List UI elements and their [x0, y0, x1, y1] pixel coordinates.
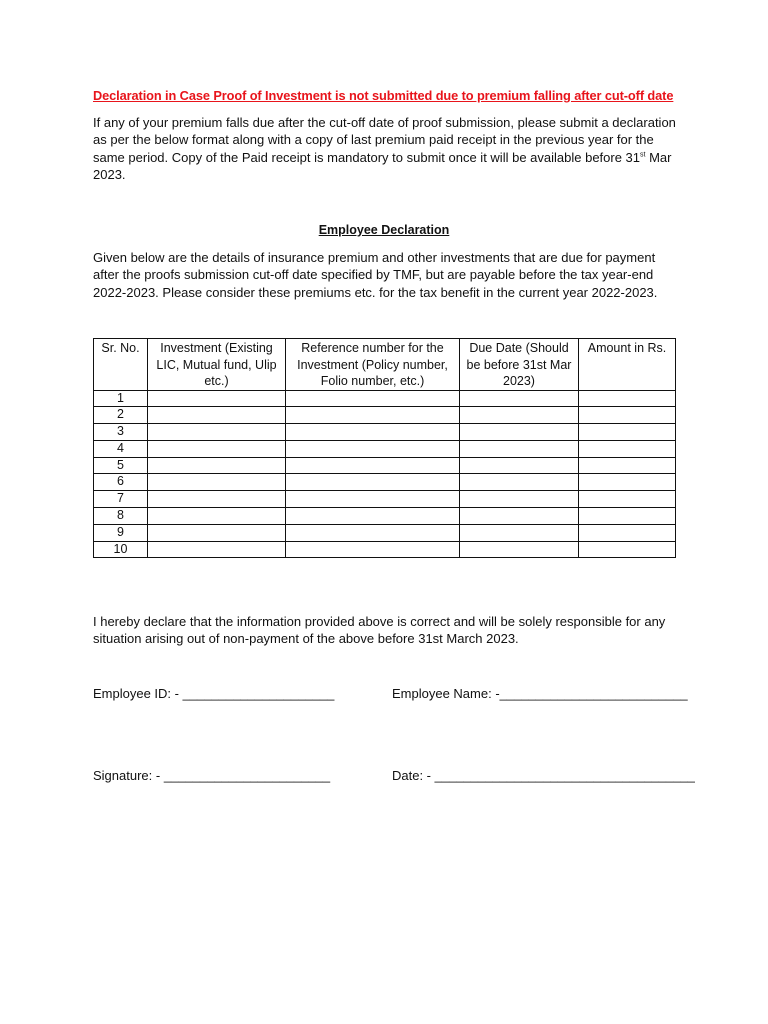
- reference-cell[interactable]: [286, 407, 460, 424]
- reference-cell[interactable]: [286, 541, 460, 558]
- reference-cell[interactable]: [286, 474, 460, 491]
- due-date-cell[interactable]: [460, 474, 579, 491]
- due-date-cell[interactable]: [460, 407, 579, 424]
- due-date-cell[interactable]: [460, 524, 579, 541]
- declaration-paragraph: Given below are the details of insurance premium and other investments that are due for payment after the proofs submission cut-off date specified by TMF, but are payable before the tax year-end 2022-2023. Please consider these premiums etc. for the tax benefit in the current year 2022-2023.: [93, 250, 658, 300]
- header-sr-no: Sr. No.: [94, 339, 148, 391]
- due-date-cell[interactable]: [460, 390, 579, 407]
- investment-cell[interactable]: [148, 390, 286, 407]
- table-row: [94, 491, 676, 508]
- investment-cell[interactable]: [148, 457, 286, 474]
- reference-cell[interactable]: [286, 440, 460, 457]
- amount-cell[interactable]: [579, 457, 676, 474]
- intro-text: If any of your premium falls due after the cut-off date of proof submission, please submit a declaration as per the below format along with a copy of last premium paid receipt in the previous year for the same period. Copy of the Paid receipt is mandatory to submit once it will be available before 31: [93, 115, 676, 165]
- reference-cell[interactable]: [286, 457, 460, 474]
- sr-no-cell: 4: [94, 440, 148, 457]
- table-row: [94, 508, 676, 525]
- sr-no-cell: 7: [94, 491, 148, 508]
- investment-table: [93, 338, 676, 558]
- reference-cell[interactable]: [286, 491, 460, 508]
- amount-cell[interactable]: [579, 440, 676, 457]
- table-row: [94, 390, 676, 407]
- due-date-cell[interactable]: [460, 541, 579, 558]
- employee-id-field[interactable]: Employee ID: - _____________________: [93, 686, 335, 701]
- investment-cell[interactable]: [148, 491, 286, 508]
- sr-no-cell: 8: [94, 508, 148, 525]
- reference-cell[interactable]: [286, 390, 460, 407]
- investment-cell[interactable]: [148, 508, 286, 525]
- section-title: Employee Declaration: [318, 223, 450, 237]
- closing-statement: I hereby declare that the information provided above is correct and will be solely responsible for any situation arising out of non-payment of the above before 31st March 2023.: [93, 614, 666, 647]
- table-row: [94, 407, 676, 424]
- due-date-cell[interactable]: [460, 491, 579, 508]
- signature-field[interactable]: Signature: - _______________________: [93, 768, 331, 783]
- ordinal-suffix: st: [640, 151, 646, 159]
- sr-no-cell: 3: [94, 424, 148, 441]
- reference-cell[interactable]: [286, 524, 460, 541]
- sr-no-cell: 5: [94, 457, 148, 474]
- table-row: [94, 440, 676, 457]
- date-field[interactable]: Date: - ____________________________________: [392, 768, 695, 783]
- header-amount: Amount in Rs.: [579, 339, 676, 391]
- amount-cell[interactable]: [579, 474, 676, 491]
- sr-no-cell: 1: [94, 390, 148, 407]
- due-date-cell[interactable]: [460, 424, 579, 441]
- intro-text-end: Mar 2023.: [93, 149, 672, 182]
- investment-cell[interactable]: [148, 541, 286, 558]
- amount-cell[interactable]: [579, 508, 676, 525]
- amount-cell[interactable]: [579, 541, 676, 558]
- sr-no-cell: 6: [94, 474, 148, 491]
- reference-cell[interactable]: [286, 508, 460, 525]
- employee-name-field[interactable]: Employee Name: -__________________________: [392, 686, 688, 701]
- amount-cell[interactable]: [579, 424, 676, 441]
- investment-cell[interactable]: [148, 407, 286, 424]
- header-investment: Investment (Existing LIC, Mutual fund, Ulip etc.): [148, 339, 286, 391]
- amount-cell[interactable]: [579, 390, 676, 407]
- amount-cell[interactable]: [579, 524, 676, 541]
- due-date-cell[interactable]: [460, 457, 579, 474]
- sr-no-cell: 10: [94, 541, 148, 558]
- table-header-row: [94, 339, 676, 391]
- sr-no-cell: 9: [94, 524, 148, 541]
- investment-cell[interactable]: [148, 424, 286, 441]
- sr-no-cell: 2: [94, 407, 148, 424]
- table-row: [94, 474, 676, 491]
- header-reference-number: Reference number for the Investment (Policy number, Folio number, etc.): [286, 339, 460, 391]
- investment-cell[interactable]: [148, 524, 286, 541]
- due-date-cell[interactable]: [460, 508, 579, 525]
- table-row: [94, 541, 676, 558]
- investment-cell[interactable]: [148, 474, 286, 491]
- table-row: [94, 424, 676, 441]
- document-heading: Declaration in Case Proof of Investment is not submitted due to premium falling after cut-off date: [93, 88, 674, 103]
- intro-paragraph: [93, 114, 683, 183]
- amount-cell[interactable]: [579, 491, 676, 508]
- reference-cell[interactable]: [286, 424, 460, 441]
- table-row: [94, 524, 676, 541]
- investment-cell[interactable]: [148, 440, 286, 457]
- amount-cell[interactable]: [579, 407, 676, 424]
- table-row: [94, 457, 676, 474]
- header-due-date: Due Date (Should be before 31st Mar 2023): [460, 339, 579, 391]
- due-date-cell[interactable]: [460, 440, 579, 457]
